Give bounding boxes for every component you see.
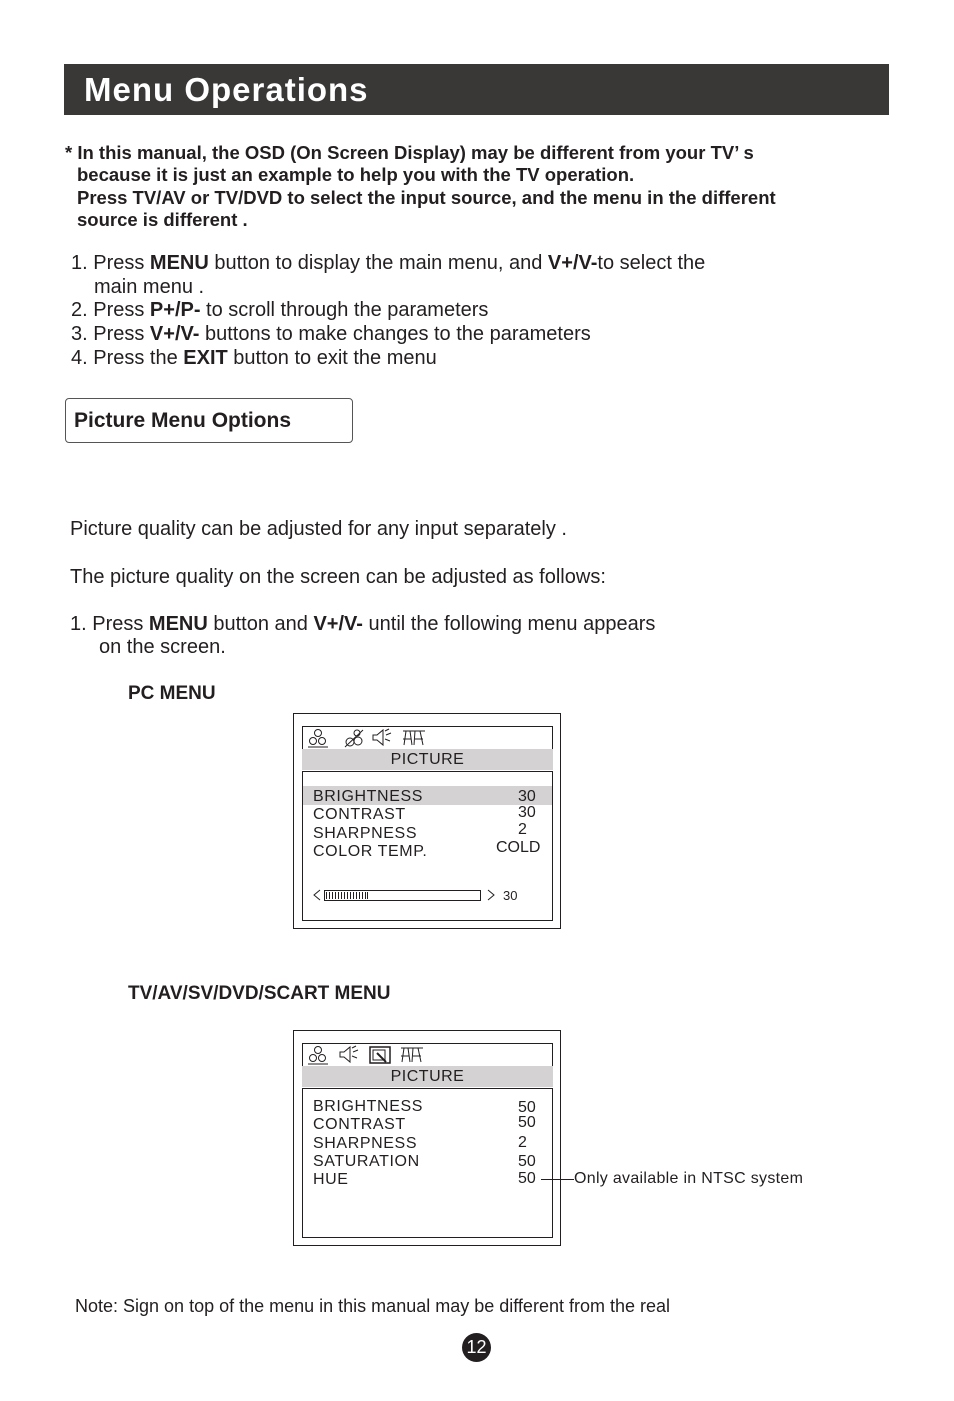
pc-menu-screen	[293, 713, 561, 929]
pc-menu-value-sharpness: 2	[518, 821, 527, 838]
pc-menu-icon-bar	[302, 726, 553, 750]
pc-menu-value-color-temp: COLD	[496, 839, 541, 856]
function-icon[interactable]	[399, 1045, 425, 1065]
step-2: 2. Press P+/P- to scroll through the parameters	[71, 299, 489, 321]
paragraph-input-quality: Picture quality can be adjusted for any input separately .	[70, 518, 567, 540]
program-key-label: P+/P-	[149, 299, 201, 321]
picture-step-1: 1. Press MENU button and V+/V- until the following menu appears	[70, 613, 656, 635]
pc-menu-heading: PC MENU	[128, 683, 216, 704]
volume-key-label: V+/V-	[149, 323, 200, 345]
tv-menu-item-hue[interactable]: HUE	[313, 1171, 349, 1188]
pc-menu-header	[302, 749, 553, 770]
step-4: 4. Press the EXIT button to exit the menu	[71, 347, 437, 369]
tv-menu-item-contrast[interactable]: CONTRAST	[313, 1116, 406, 1133]
tv-menu-item-brightness[interactable]: BRIGHTNESS	[313, 1098, 424, 1115]
pc-menu-item-contrast[interactable]: CONTRAST	[313, 806, 406, 823]
intro-note-line-4: source is different .	[77, 209, 248, 230]
pc-menu-slider-value: 30	[503, 888, 518, 903]
slider-right-arrow-icon[interactable]	[485, 889, 497, 901]
page-title: Menu Operations	[84, 71, 369, 108]
tv-menu-value-sharpness: 2	[518, 1134, 527, 1151]
pc-menu-value-brightness: 30	[518, 788, 536, 805]
menu-key-label: MENU	[149, 252, 209, 274]
tv-menu-value-hue: 50	[518, 1170, 536, 1187]
color-icon[interactable]	[343, 728, 365, 748]
step-1-continuation: main menu .	[94, 276, 205, 298]
function-icon[interactable]	[401, 728, 427, 748]
tv-menu-value-contrast: 50	[518, 1114, 536, 1131]
volume-key-label: V+/V-	[547, 252, 598, 274]
paragraph-adjust: The picture quality on the screen can be adjusted as follows:	[70, 566, 606, 588]
pc-menu-item-color-temp[interactable]: COLOR TEMP.	[313, 843, 428, 860]
tv-menu-value-saturation: 50	[518, 1153, 536, 1170]
picture-icon[interactable]	[307, 1045, 329, 1065]
tv-menu-list	[302, 1088, 553, 1238]
section-heading: Picture Menu Options	[74, 409, 292, 432]
pc-menu-slider-fill	[326, 892, 368, 899]
intro-note-line-2: because it is just an example to help you with the TV operation.	[77, 164, 635, 185]
picture-icon[interactable]	[307, 728, 329, 748]
tv-menu-header	[302, 1066, 553, 1087]
exit-key-label: EXIT	[183, 347, 228, 369]
pc-menu-item-sharpness[interactable]: SHARPNESS	[313, 825, 418, 842]
tv-menu-screen	[293, 1030, 561, 1246]
pc-menu-value-contrast: 30	[518, 804, 536, 821]
pc-menu-slider-track[interactable]	[324, 890, 481, 901]
sound-icon[interactable]	[338, 1044, 360, 1065]
volume-key-label: V+/V-	[313, 613, 363, 635]
intro-note-line-3: Press TV/AV or TV/DVD to select the input source, and the menu in the different	[77, 187, 776, 208]
picture-step-1-continuation: on the screen.	[99, 636, 226, 658]
footer-note: Note: Sign on top of the menu in this manual may be different from the real	[75, 1296, 671, 1316]
step-3: 3. Press V+/V- buttons to make changes to the parameters	[71, 323, 591, 345]
step-1: 1. Press MENU button to display the main menu, and V+/V-to select the	[71, 252, 706, 274]
page-number: 12	[462, 1333, 491, 1362]
tv-menu-heading: TV/AV/SV/DVD/SCART MENU	[128, 983, 391, 1004]
pc-menu-item-brightness[interactable]: BRIGHTNESS	[313, 788, 424, 805]
tv-menu-icon-bar	[302, 1043, 553, 1067]
slider-left-arrow-icon[interactable]	[311, 889, 323, 901]
ntsc-callout-note: Only available in NTSC system	[574, 1170, 804, 1187]
tv-menu-item-sharpness[interactable]: SHARPNESS	[313, 1135, 418, 1152]
sound-icon[interactable]	[371, 727, 393, 748]
tv-menu-item-saturation[interactable]: SATURATION	[313, 1153, 420, 1170]
tv-menu-header-label: PICTURE	[390, 1068, 465, 1085]
tv-menu-value-brightness: 50	[518, 1099, 536, 1116]
pc-menu-list	[302, 771, 553, 921]
ntsc-callout-line	[541, 1179, 574, 1180]
screen-icon[interactable]	[369, 1045, 391, 1065]
menu-key-label: MENU	[148, 613, 208, 635]
intro-note-line-1: * In this manual, the OSD (On Screen Display) may be different from your TV’ s	[65, 142, 754, 163]
pc-menu-header-label: PICTURE	[390, 751, 465, 768]
